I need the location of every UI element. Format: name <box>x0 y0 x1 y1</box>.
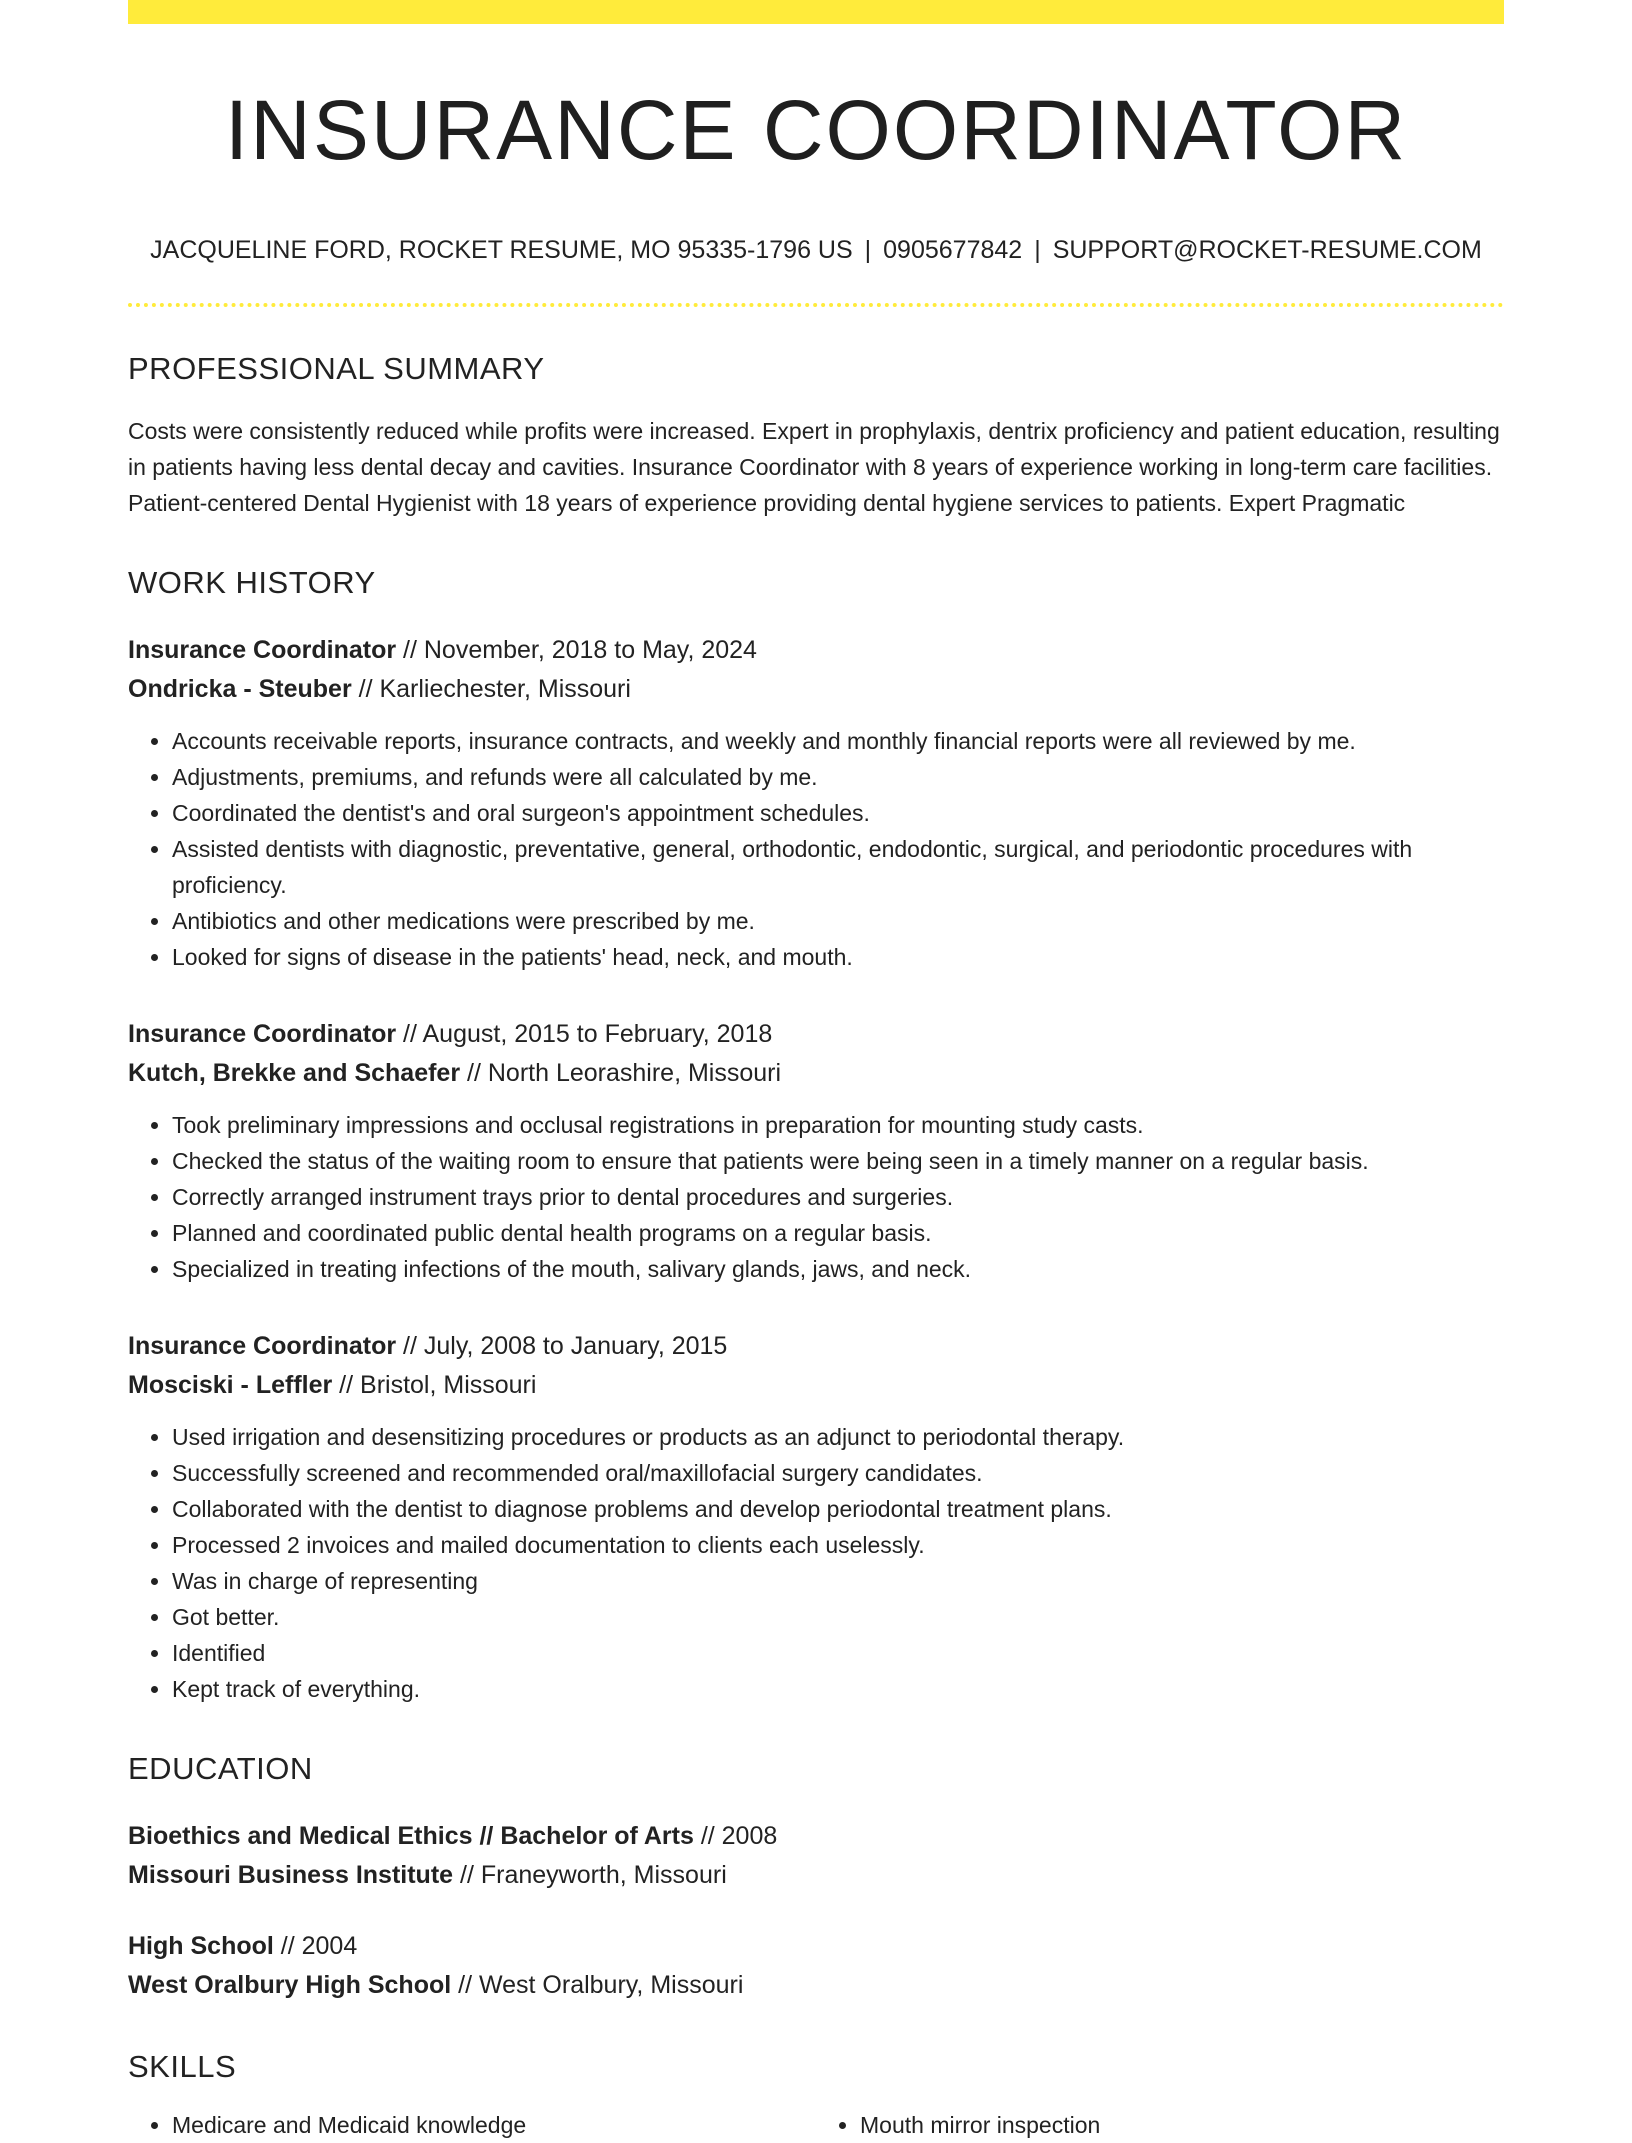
list-item: • Specialized in treating infections of the mouth, salivary glands, jaws, and neck. <box>172 1251 1504 1287</box>
job-location: // Karliechester, Missouri <box>351 675 631 703</box>
list-item: • Identified <box>172 1635 1504 1671</box>
job-company-line <box>128 1054 1504 1093</box>
list-item: • Planned and coordinated public dental health programs on a regular basis. <box>172 1215 1504 1251</box>
education-school: Missouri Business Institute <box>128 1861 454 1889</box>
list-item: • Mouth mirror inspection <box>860 2107 1504 2143</box>
summary-heading: PROFESSIONAL SUMMARY <box>128 351 545 386</box>
resume-title: INSURANCE COORDINATOR <box>224 83 1408 177</box>
education-year: // 2004 <box>273 1932 358 1960</box>
list-item: • Used irrigation and desensitizing procedures or products as an adjunct to periodontal therapy. <box>172 1419 1504 1455</box>
job-company-line <box>128 670 1504 709</box>
list-item: • Kept track of everything. <box>172 1671 1504 1707</box>
contact-phone: 0905677842 <box>883 236 1023 264</box>
summary-text: Costs were consistently reduced while profits were increased. Expert in prophylaxis, dentrix proficiency and patient education, resulting in patients having less dental decay and cavities. Insurance Coordinator with 8 years of experience working in long-term care facilities. Patient-centered Dental Hygienist with 18 years of experience providing dental hygiene services to patients. Expert Pragmatic <box>128 418 1500 516</box>
list-item: • Accounts receivable reports, insurance contracts, and weekly and monthly financial reports were all reviewed by me. <box>172 723 1504 759</box>
list-item: • Checked the status of the waiting room to ensure that patients were being seen in a timely manner on a regular basis. <box>172 1143 1504 1179</box>
skills-column-left <box>128 2107 816 2143</box>
education-degree: Bioethics and Medical Ethics // Bachelor of Arts <box>128 1822 694 1850</box>
education-school: West Oralbury High School <box>128 1971 452 1999</box>
resume-page <box>128 0 1504 2143</box>
top-accent-bar <box>128 0 1504 24</box>
education-degree-line <box>128 1817 1504 1856</box>
job-company: Kutch, Brekke and Schaefer <box>128 1059 461 1087</box>
list-item: • Collaborated with the dentist to diagnose problems and develop periodontal treatment plans. <box>172 1491 1504 1527</box>
job-company: Ondricka - Steuber <box>128 675 352 703</box>
list-item: • Adjustments, premiums, and refunds were all calculated by me. <box>172 759 1504 795</box>
job-entry <box>128 631 1504 975</box>
job-location: // North Leorashire, Missouri <box>460 1059 782 1087</box>
education-entry <box>128 1817 1504 1895</box>
job-location: // Bristol, Missouri <box>332 1371 537 1399</box>
education-location: // West Oralbury, Missouri <box>451 1971 744 1999</box>
education-degree-line <box>128 1927 1504 1966</box>
job-title: Insurance Coordinator <box>128 636 397 664</box>
job-title-line <box>128 1015 1504 1054</box>
dotted-divider <box>128 303 1504 307</box>
job-title: Insurance Coordinator <box>128 1332 397 1360</box>
job-dates: // November, 2018 to May, 2024 <box>396 636 757 664</box>
job-bullets <box>128 1107 1504 1287</box>
list-item: • Took preliminary impressions and occlusal registrations in preparation for mounting study casts. <box>172 1107 1504 1143</box>
job-title-line <box>128 631 1504 670</box>
list-item: • Correctly arranged instrument trays prior to dental procedures and surgeries. <box>172 1179 1504 1215</box>
education-school-line <box>128 1856 1504 1895</box>
contact-address: JACQUELINE FORD, ROCKET RESUME, MO 95335-1796 US <box>150 236 853 264</box>
contact-separator: | <box>1034 236 1041 264</box>
work-history-heading: WORK HISTORY <box>128 565 376 600</box>
skills-list <box>128 2107 1504 2143</box>
education-school-line <box>128 1966 1504 2005</box>
job-bullets <box>128 723 1504 975</box>
job-dates: // August, 2015 to February, 2018 <box>396 1020 773 1048</box>
contact-email: SUPPORT@ROCKET-RESUME.COM <box>1052 236 1482 264</box>
list-item: • Medicare and Medicaid knowledge <box>172 2107 816 2143</box>
contact-line <box>128 236 1504 265</box>
job-entry <box>128 1327 1504 1707</box>
education-year: // 2008 <box>693 1822 778 1850</box>
list-item: • Was in charge of representing <box>172 1563 1504 1599</box>
list-item: • Processed 2 invoices and mailed documentation to clients each uselessly. <box>172 1527 1504 1563</box>
job-title: Insurance Coordinator <box>128 1020 397 1048</box>
job-company: Mosciski - Leffler <box>128 1371 333 1399</box>
job-title-line <box>128 1327 1504 1366</box>
education-entry <box>128 1927 1504 2005</box>
skills-column-right <box>816 2107 1504 2143</box>
list-item: • Got better. <box>172 1599 1504 1635</box>
job-dates: // July, 2008 to January, 2015 <box>396 1332 728 1360</box>
list-item: • Assisted dentists with diagnostic, preventative, general, orthodontic, endodontic, surgical, and periodontic procedures with proficiency. <box>172 831 1504 903</box>
job-bullets <box>128 1419 1504 1707</box>
education-location: // Franeyworth, Missouri <box>453 1861 727 1889</box>
list-item: • Looked for signs of disease in the patients' head, neck, and mouth. <box>172 939 1504 975</box>
list-item: • Successfully screened and recommended oral/maxillofacial surgery candidates. <box>172 1455 1504 1491</box>
job-entry <box>128 1015 1504 1287</box>
education-heading: EDUCATION <box>128 1751 313 1786</box>
list-item: • Coordinated the dentist's and oral surgeon's appointment schedules. <box>172 795 1504 831</box>
education-degree: High School <box>128 1932 274 1960</box>
contact-separator: | <box>864 236 872 264</box>
list-item: • Antibiotics and other medications were prescribed by me. <box>172 903 1504 939</box>
skills-heading: SKILLS <box>128 2049 237 2084</box>
job-company-line <box>128 1366 1504 1405</box>
